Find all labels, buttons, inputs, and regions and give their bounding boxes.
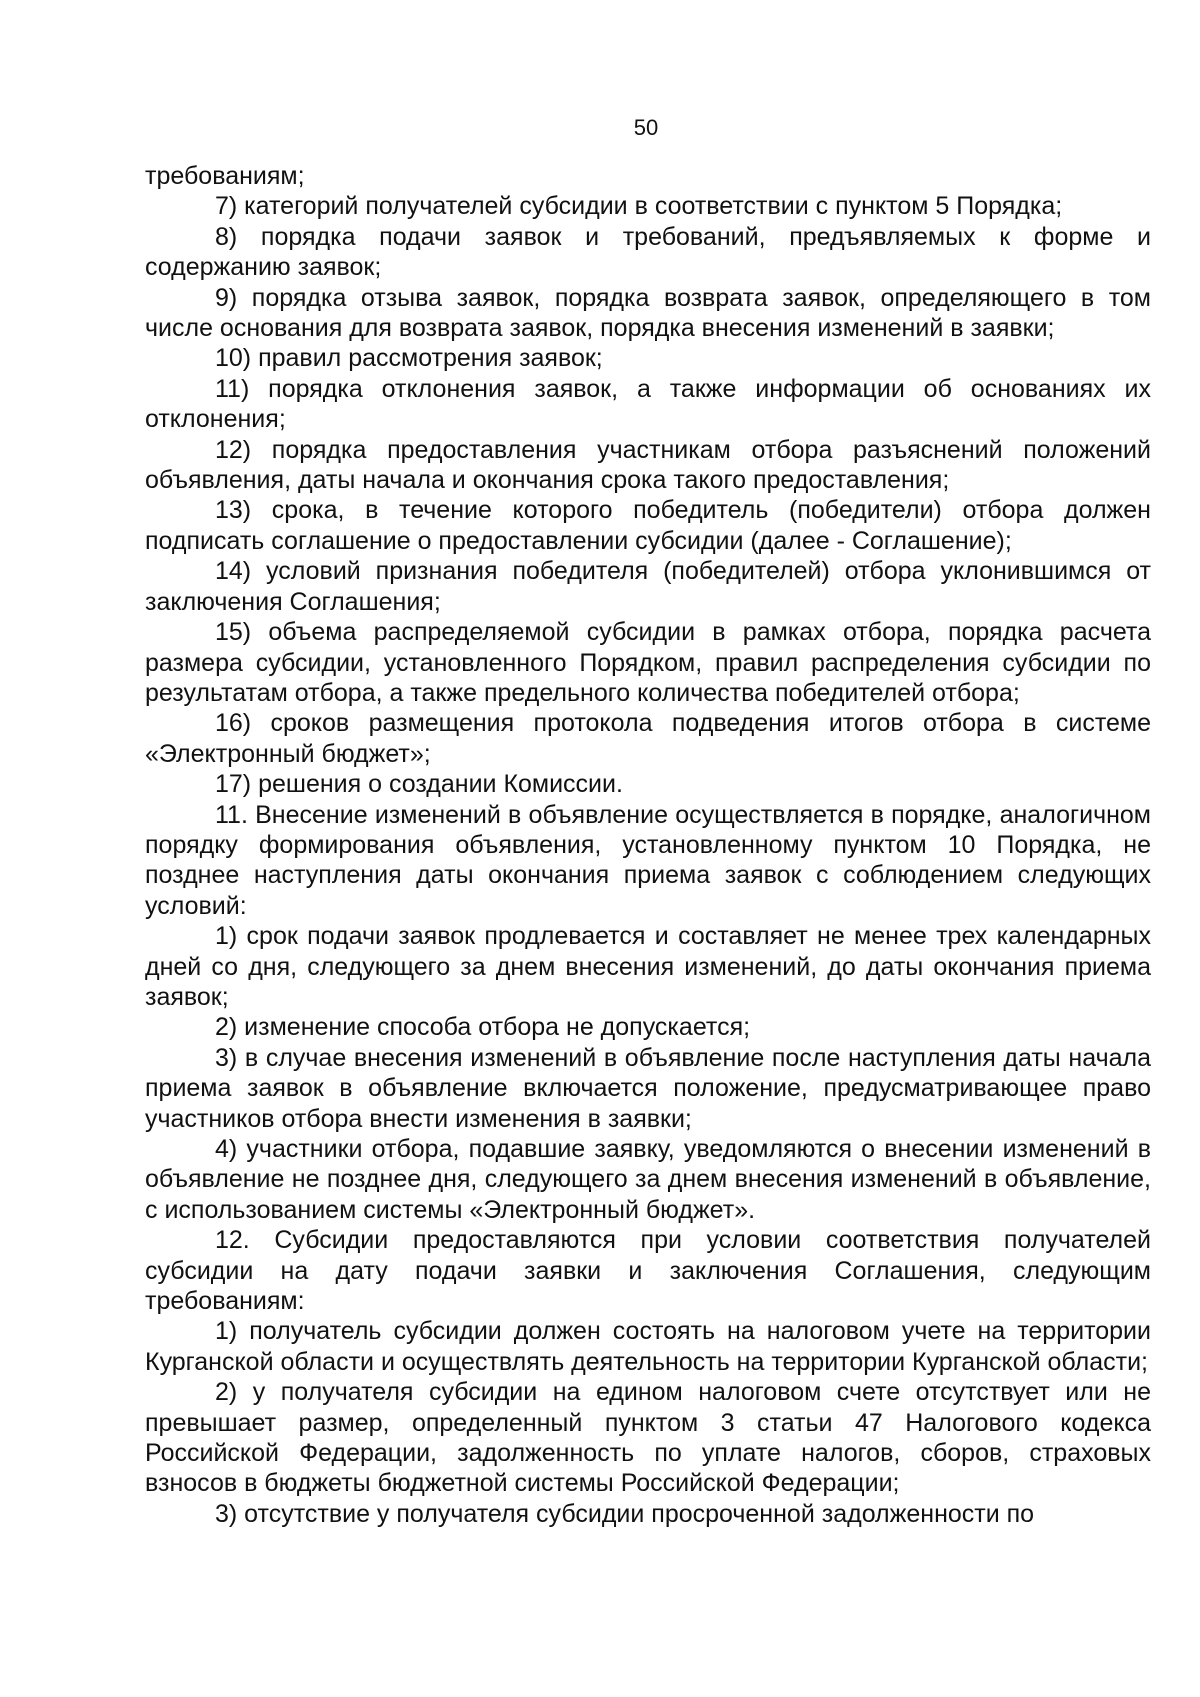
paragraph: 1) срок подачи заявок продлевается и составляет не менее трех календарных дней со дня, следующего за днем внесения изменений, до даты окончания приема заявок; — [145, 922, 1151, 1011]
paragraph: 10) правил рассмотрения заявок; — [215, 344, 603, 373]
paragraph: 2) у получателя субсидии на едином налоговом счете отсутствует или не превышает размер, определенный пунктом 3 статьи 47 Налогового кодекса Российской Федерации, задолженность по уплате налогов, сборов, страховых взносов в бюджеты бюджетной системы Российской Федерации; — [145, 1378, 1151, 1498]
paragraph: 11. Внесение изменений в объявление осуществляется в порядке, аналогичном порядку формирования объявления, установленному пунктом 10 Порядка, не позднее наступления даты окончания приема заявок с соблюдением следующих условий: — [145, 800, 1151, 920]
paragraph: 2) изменение способа отбора не допускается; — [215, 1013, 751, 1042]
paragraph: 12. Субсидии предоставляются при условии соответствия получателей субсидии на дату подачи заявки и заключения Соглашения, следующим требованиям: — [145, 1226, 1151, 1316]
paragraph: 12) порядка предоставления участникам отбора разъяснений положений объявления, даты начала и окончания срока такого предоставления; — [145, 435, 1151, 495]
paragraph: 14) условий признания победителя (победителей) отбора уклонившимся от заключения Соглашения; — [145, 557, 1151, 616]
paragraph: 8) порядка подачи заявок и требований, предъявляемых к форме и содержанию заявок; — [145, 222, 1151, 282]
page-number: 50 — [633, 115, 659, 140]
paragraph: требованиям; — [145, 162, 305, 190]
paragraph: 17) решения о создании Комиссии. — [215, 770, 623, 799]
paragraph: 4) участники отбора, подавшие заявку, уведомляются о внесении изменений в объявление не позднее дня, следующего за днем внесения изменений в объявление, с использованием системы «Электронный бюджет». — [145, 1135, 1151, 1224]
paragraph: 11) порядка отклонения заявок, а также информации об основаниях их отклонения; — [145, 374, 1151, 434]
document-body — [145, 161, 1151, 1529]
paragraph: 13) срока, в течение которого победитель (победители) отбора должен подписать соглашение о предоставлении субсидии (далее - Соглашение); — [145, 496, 1151, 555]
paragraph: 15) объема распределяемой субсидии в рамках отбора, порядка расчета размера субсидии, установленного Порядком, правил распределения субсидии по результатам отбора, а также предельного количества победителей отбора; — [145, 618, 1151, 707]
paragraph: 3) в случае внесения изменений в объявление после наступления даты начала приема заявок в объявление включается положение, предусматривающее право участников отбора внести изменения в заявки; — [145, 1043, 1151, 1133]
paragraph: 9) порядка отзыва заявок, порядка возврата заявок, определяющего в том числе основания для возврата заявок, порядка внесения изменений в заявки; — [145, 283, 1151, 343]
paragraph: 1) получатель субсидии должен состоять на налоговом учете на территории Курганской области и осуществлять деятельность на территории Курганской области; — [145, 1317, 1151, 1376]
paragraph: 7) категорий получателей субсидии в соответствии с пунктом 5 Порядка; — [215, 192, 1063, 221]
paragraph: 3) отсутствие у получателя субсидии просроченной задолженности по — [215, 1499, 1035, 1528]
paragraph: 16) сроков размещения протокола подведения итогов отбора в системе «Электронный бюджет»; — [145, 709, 1151, 768]
